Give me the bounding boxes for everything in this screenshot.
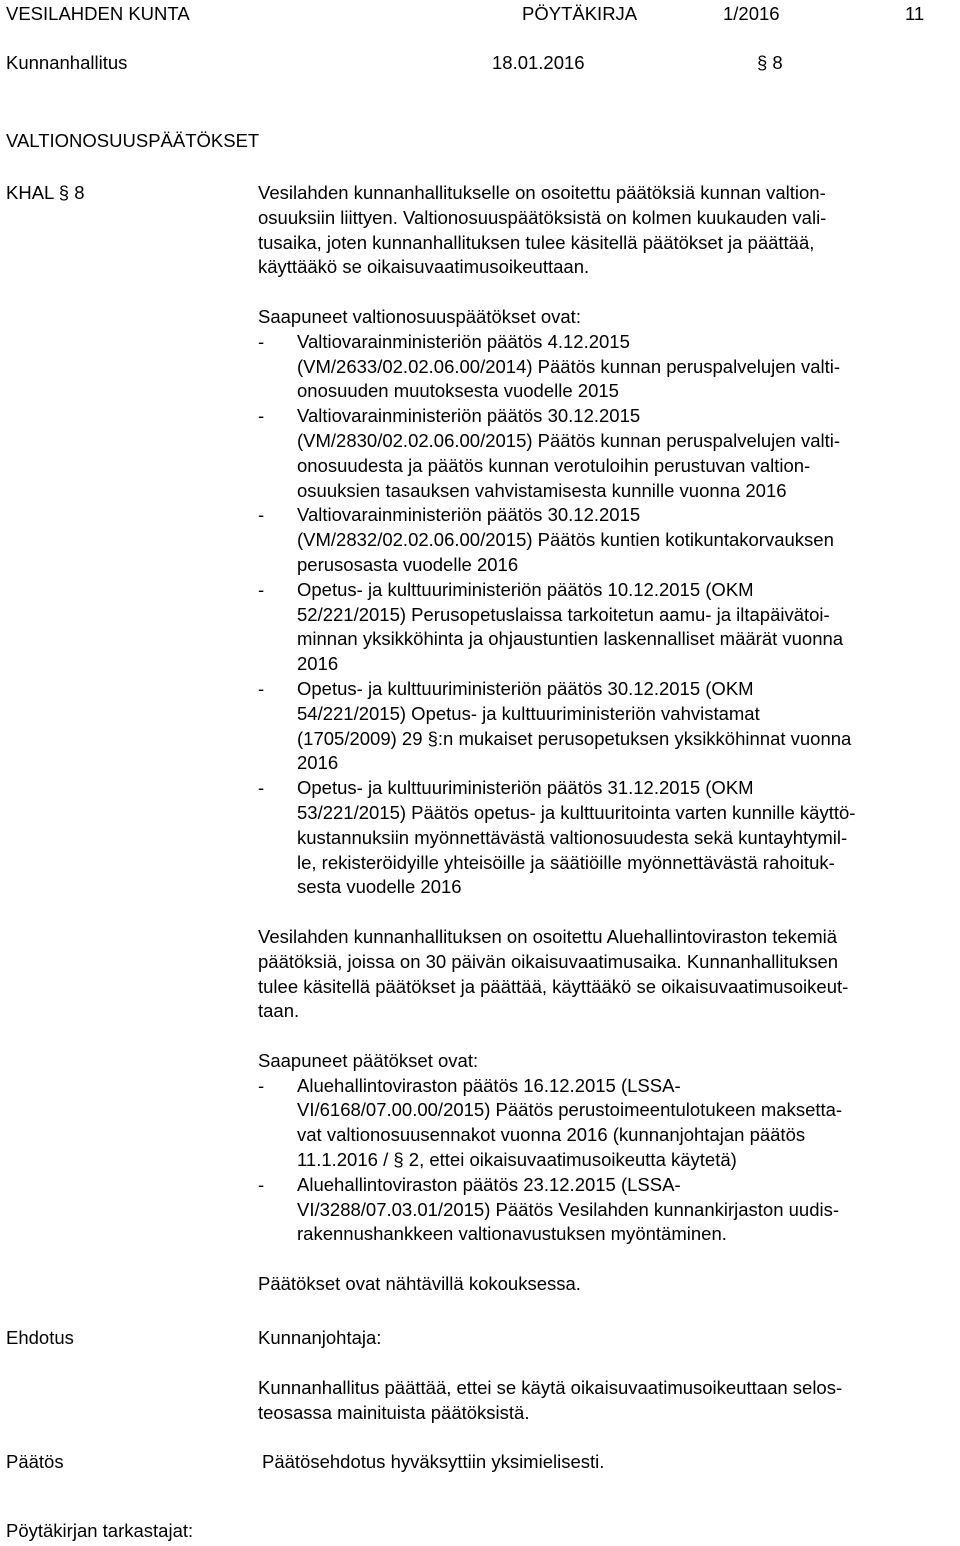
header-body: Kunnanhallitus xyxy=(6,52,128,73)
decision-text: Päätösehdotus hyväksyttiin yksimielisesti. xyxy=(262,1451,605,1472)
decision-list-2 xyxy=(258,1074,948,1248)
header-section: § 8 xyxy=(757,52,783,73)
intro-paragraph: Vesilahden kunnanhallitukselle on osoitettu päätöksiä kunnan valtion- osuuksiin liittyen. Valtionosuuspäätöksistä on kolmen kuukauden vali- tusaika, joten kunnanhallituksen tulee käsitellä päätökset ja päättää, käyttääkö se oikaisuvaatimusoikeuttaan. xyxy=(258,182,827,278)
list-item: - Valtiovarainministeriön päätös 30.12.2015 (VM/2832/02.02.06.00/2015) Päätös kuntien kotikuntakorvauksen perusosasta vuodelle 2016 xyxy=(258,504,834,575)
list1-heading: Saapuneet valtionosuuspäätökset ovat: xyxy=(258,305,581,327)
second-paragraph: Vesilahden kunnanhallituksen on osoitettu Aluehallintoviraston tekemiä päätöksiä, joissa on 30 päivän oikaisuvaatimusaika. Kunnanhallituksen tulee käsitellä päätökset ja päättää, käyttääkö se oikaisuvaatimusoikeut- taan. xyxy=(258,925,849,1022)
minutes-checkers-label: Pöytäkirjan tarkastajat: xyxy=(6,1520,194,1541)
document-title: VALTIONOSUUSPÄÄTÖKSET xyxy=(6,130,260,151)
header-date: 18.01.2016 xyxy=(492,52,585,73)
list2-heading: Saapuneet päätökset ovat: xyxy=(258,1049,479,1071)
list-item: - Valtiovarainministeriön päätös 4.12.2015 (VM/2633/02.02.06.00/2014) Päätös kunnan peruspalvelujen valti- onosuuden muutoksesta vuodelle 2015 xyxy=(258,330,841,402)
main-content xyxy=(258,181,948,1297)
list-item: - Aluehallintoviraston päätös 16.12.2015 (LSSA- VI/6168/07.00.00/2015) Päätös perustoimeentulotukeen maksetta- vat valtionosuusennakot vuonna 2016 (kunnanjohtajan päätös 11.1.2016 / § 2, ettei oikaisuvaatimusoikeutta käytetä) xyxy=(258,1074,843,1171)
header-org: VESILAHDEN KUNTA xyxy=(6,3,190,24)
list-item: - Aluehallintoviraston päätös 23.12.2015 (LSSA- VI/3288/07.03.01/2015) Päätös Vesilahden kunnankirjaston uudis- rakennushankkeen valtionavustuksen myöntäminen. xyxy=(258,1173,840,1245)
header-doc-type: PÖYTÄKIRJA xyxy=(522,3,638,24)
list-item: - Opetus- ja kulttuuriministeriön päätös 31.12.2015 (OKM 53/221/2015) Päätös opetus- ja kulttuuritointa varten kunnille käyttö- kustannuksiin myönnettävästä valtionosuudesta sekä kuntayhtymil- le, rekisteröidyille yhteisöille ja säätiöille myönnettävästä rahoituk- sesta vuodelle 2016 xyxy=(258,777,856,898)
header-doc-number: 1/2016 xyxy=(723,3,780,24)
proposal-text: Kunnanhallitus päättää, ettei se käytä oikaisuvaatimusoikeuttaan selos- teosassa mainituista päätöksistä. xyxy=(258,1377,843,1423)
list-item: - Opetus- ja kulttuuriministeriön päätös 10.12.2015 (OKM 52/221/2015) Perusopetuslaissa tarkoitetun aamu- ja iltapäivätoi- minnan yksikköhinta ja ohjaustuntien laskennalliset määrät vuonna 2016 xyxy=(258,578,844,675)
decision-list-1 xyxy=(258,330,948,900)
header-page-number: 11 xyxy=(905,3,925,24)
decision-label: Päätös xyxy=(6,1451,64,1472)
availability-note: Päätökset ovat nähtävillä kokouksessa. xyxy=(258,1273,581,1295)
proposal-proposer: Kunnanjohtaja: xyxy=(258,1327,382,1348)
case-label: KHAL § 8 xyxy=(6,182,85,203)
proposal-label: Ehdotus xyxy=(6,1327,74,1348)
list-item: - Valtiovarainministeriön päätös 30.12.2015 (VM/2830/02.02.06.00/2015) Päätös kunnan peruspalvelujen valti- onosuudesta ja päätös kunnan verotuloihin perustuvan valtion- osuuksien tasauksen vahvistamisesta kunnille vuonna 2016 xyxy=(258,405,841,501)
list-item: - Opetus- ja kulttuuriministeriön päätös 30.12.2015 (OKM 54/221/2015) Opetus- ja kulttuuriministeriön vahvistamat (1705/2009) 29 §:n mukaiset perusopetuksen yksikköhinnat vuonna 2016 xyxy=(258,677,852,774)
